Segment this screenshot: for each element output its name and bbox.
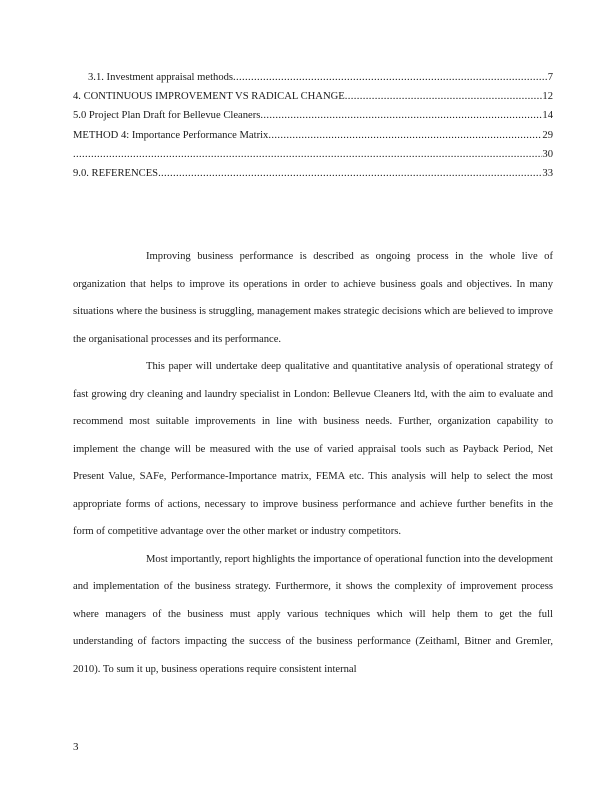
toc-entry-page: 33 [542, 167, 553, 179]
toc-dot-leader [260, 106, 542, 125]
toc-dot-leader [345, 87, 543, 106]
paragraph-analysis-scope: This paper will undertake deep qualitative and quantitative analysis of operational strategy of fast growing dry cleaning and laundry specialist in London: Bellevue Cleaners ltd, with the aim to evaluate and recommend most suitable improvements in line with business needs. Further, organization capability to implement the change will be measured with the use of varied appraisal tools such as Payback Period, Net Present Value, SAFe, Performance-Importance matrix, FEMA etc. This analysis will help to select the most appropriate forms of actions, necessary to improve business performance and achieve further benefits in the form of competitive advantage over the other market or industry competitors. [73, 361, 553, 537]
toc-entry-title: METHOD 4: Importance Performance Matrix [73, 129, 269, 141]
toc-entry-method-4[interactable] [73, 126, 553, 145]
toc-entry-references[interactable] [73, 164, 553, 183]
toc-entry-untitled[interactable] [73, 145, 553, 164]
toc-entry-title: 4. CONTINUOUS IMPROVEMENT VS RADICAL CHANGE [73, 91, 345, 103]
toc-dot-leader [158, 164, 542, 183]
toc-dot-leader [268, 126, 542, 145]
toc-entry-title: 9.0. REFERENCES [73, 167, 159, 179]
toc-entry-page: 29 [542, 129, 553, 141]
toc-entry-title: 5.0 Project Plan Draft for Bellevue Cleaners [73, 110, 261, 122]
toc-entry-investment-appraisal[interactable] [73, 68, 553, 87]
toc-dot-leader [233, 68, 548, 87]
toc-entry-page: 14 [542, 110, 553, 122]
paragraph-introduction: Improving business performance is described as ongoing process in the whole live of organization that helps to improve its operations in order to achieve business goals and objectives. In many situations where the business is struggling, management makes strategic decisions which are believed to improve the organisational processes and its performance. [73, 251, 553, 345]
toc-entry-continuous-improvement[interactable] [73, 87, 553, 106]
toc-entry-page: 7 [547, 72, 553, 83]
page-number: 3 [73, 741, 79, 753]
toc-entry-page: 12 [542, 91, 553, 103]
body-text [73, 243, 553, 683]
toc-entry-title: 3.1. Investment appraisal methods [88, 72, 234, 83]
toc-entry-project-plan[interactable] [73, 106, 553, 125]
toc-dot-leader [73, 145, 542, 164]
toc-entry-page: 30 [542, 148, 553, 160]
table-of-contents [73, 68, 553, 183]
paragraph-operations-importance: Most importantly, report highlights the importance of operational function into the development and implementation of the business strategy. Furthermore, it shows the complexity of improvement process where managers of the business must apply various techniques which will help them to get the full understanding of factors impacting the success of the business performance (Zeithaml, Bitner and Gremler, 2010). To sum it up, business operations require consistent internal [73, 553, 553, 675]
